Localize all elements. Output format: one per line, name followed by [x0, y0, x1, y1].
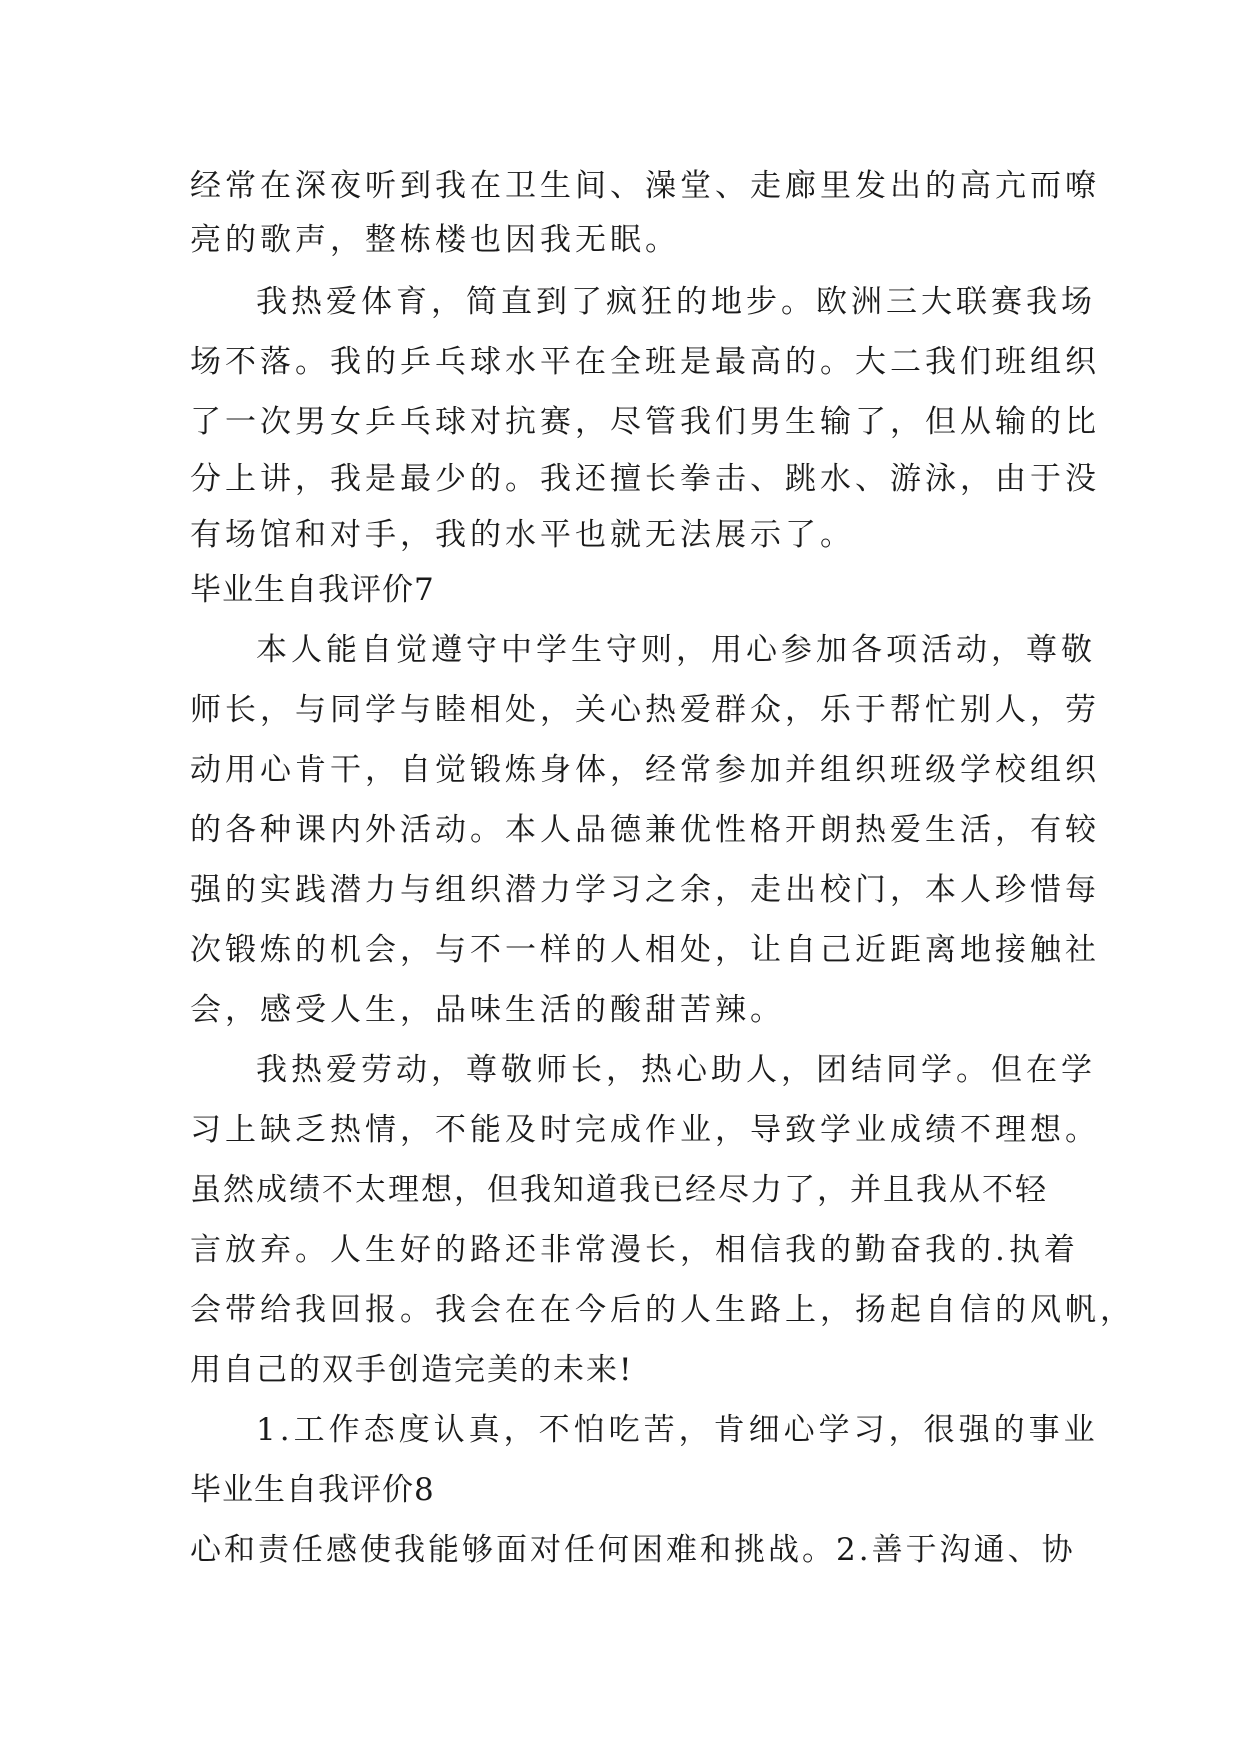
- paragraph-line: 有场馆和对手，我的水平也就无法展示了。: [190, 517, 855, 553]
- paragraph-line: 了一次男女乒乓球对抗赛，尽管我们男生输了，但从输的比: [190, 404, 1100, 440]
- section-heading: 毕业生自我评价8: [190, 1472, 435, 1508]
- paragraph-line: 经常在深夜听到我在卫生间、澡堂、走廊里发出的高亢而嘹: [190, 168, 1100, 204]
- paragraph-line: 会，感受人生，品味生活的酸甜苦辣。: [190, 992, 785, 1028]
- paragraph-line: 习上缺乏热情，不能及时完成作业，导致学业成绩不理想。: [190, 1112, 1100, 1148]
- paragraph-line: 虽然成绩不太理想，但我知道我已经尽力了，并且我从不轻: [190, 1172, 1048, 1208]
- paragraph-line: 场不落。我的乒乓球水平在全班是最高的。大二我们班组织: [190, 344, 1100, 380]
- paragraph-line: 1.工作态度认真，不怕吃苦，肯细心学习，很强的事业: [256, 1412, 1099, 1448]
- paragraph-line: 亮的歌声，整栋楼也因我无眠。: [190, 222, 680, 258]
- paragraph-line: 用自己的双手创造完美的未来!: [190, 1352, 634, 1388]
- paragraph-line: 我热爱劳动，尊敬师长，热心助人，团结同学。但在学: [256, 1052, 1096, 1088]
- paragraph-line: 本人能自觉遵守中学生守则，用心参加各项活动，尊敬: [256, 632, 1096, 668]
- paragraph-line: 师长，与同学与睦相处，关心热爱群众，乐于帮忙别人，劳: [190, 692, 1100, 728]
- paragraph-line: 分上讲，我是最少的。我还擅长拳击、跳水、游泳，由于没: [190, 461, 1100, 497]
- paragraph-line: 我热爱体育，简直到了疯狂的地步。欧洲三大联赛我场: [256, 284, 1096, 320]
- paragraph-line: 动用心肯干，自觉锻炼身体，经常参加并组织班级学校组织: [190, 752, 1100, 788]
- paragraph-line: 次锻炼的机会，与不一样的人相处，让自己近距离地接触社: [190, 932, 1100, 968]
- paragraph-line: 会带给我回报。我会在在今后的人生路上，扬起自信的风帆，: [190, 1292, 1135, 1328]
- paragraph-line: 心和责任感使我能够面对任何困难和挑战。2.善于沟通、协: [190, 1532, 1076, 1568]
- paragraph-line: 言放弃。人生好的路还非常漫长，相信我的勤奋我的.执着: [190, 1232, 1079, 1268]
- section-heading: 毕业生自我评价7: [190, 572, 435, 608]
- paragraph-line: 的各种课内外活动。本人品德兼优性格开朗热爱生活，有较: [190, 812, 1100, 848]
- paragraph-line: 强的实践潜力与组织潜力学习之余，走出校门，本人珍惜每: [190, 872, 1100, 908]
